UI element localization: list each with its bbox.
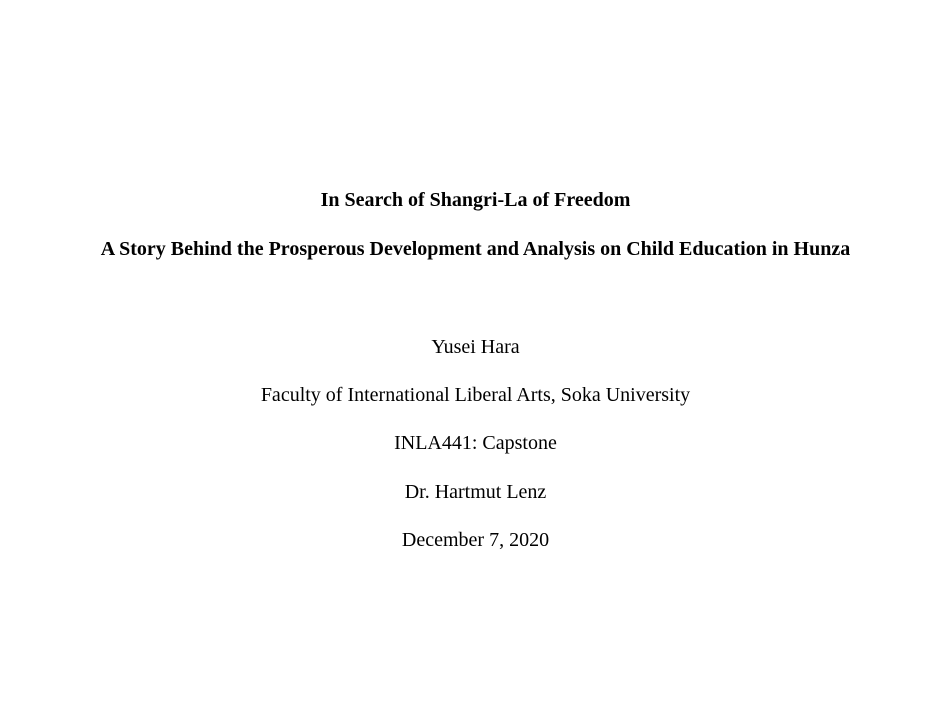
paper-title: In Search of Shangri-La of Freedom: [320, 189, 631, 211]
course-name: INLA441: Capstone: [394, 432, 557, 454]
author-name: Yusei Hara: [431, 336, 520, 358]
author-affiliation: Faculty of International Liberal Arts, Soka University: [260, 384, 691, 406]
instructor-name: Dr. Hartmut Lenz: [404, 481, 547, 503]
paper-subtitle: A Story Behind the Prosperous Development and Analysis on Child Education in Hunza: [100, 238, 851, 260]
submission-date: December 7, 2020: [401, 529, 550, 551]
